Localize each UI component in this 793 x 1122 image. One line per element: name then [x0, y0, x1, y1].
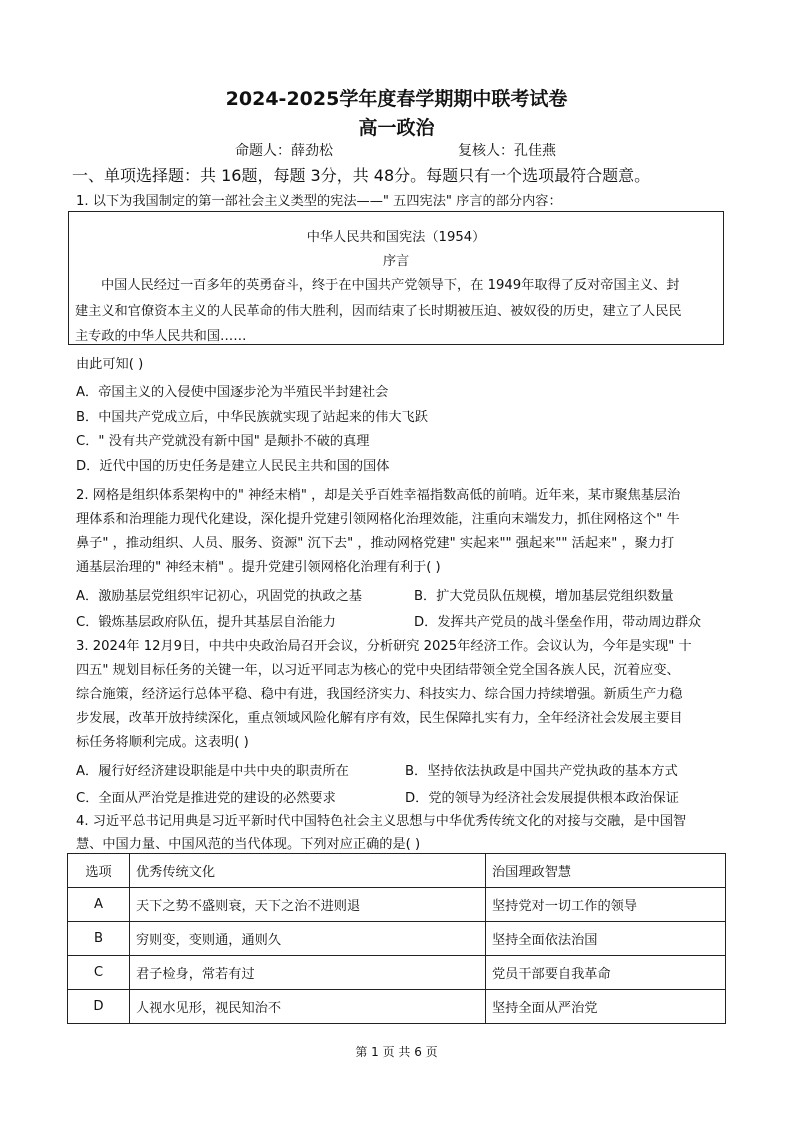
- q2-stem-line: 理体系和治理能力现代化建设，深化提升党建引领网格化治理效能，注重向末端发力，抓住网格这个" 牛: [76, 512, 680, 527]
- q3-option-b: B．坚持依法执政是中国共产党执政的基本方式: [405, 764, 678, 779]
- q3-stem-line: 3. 2024年 12月9日，中共中央政治局召开会议，分析研究 2025年经济工作。会议认为，今年是实现" 十: [76, 639, 692, 654]
- q3-stem-line: 四五" 规划目标任务的关键一年，以习近平同志为核心的党中央团结带领全党全国各族人民，沉着应变、: [76, 663, 680, 678]
- exam-subtitle: 高一政治: [358, 117, 435, 139]
- q1-box-line: 建主义和官僚资本主义的人民革命的伟大胜利，因而结束了长时期被压迫、被奴役的历史，建立了人民民: [75, 304, 682, 319]
- q1-box-line: 中国人民经过一百多年的英勇奋斗，终于在中国共产党领导下，在 1949年取得了反对帝国主义、封: [101, 278, 680, 293]
- q1-box-line: 主专政的中华人民共和国……: [75, 329, 247, 344]
- table-cell-wisdom: 坚持全面依法治国: [486, 922, 726, 956]
- q2-option-a: A．激励基层党组织牢记初心，巩固党的执政之基: [76, 589, 362, 604]
- table-header-cell: 治国理政智慧: [486, 854, 726, 888]
- q2-option-c: C．锻炼基层政府队伍，提升其基层自治能力: [76, 615, 336, 630]
- q4-stem-line: 慧、中国力量、中国风范的当代体现。下列对应正确的是( ): [76, 837, 421, 852]
- q1-option-d: D．近代中国的历史任务是建立人民民主共和国的国体: [76, 459, 390, 474]
- table-cell-wisdom: 党员干部要自我革命: [486, 956, 726, 990]
- table-row: [68, 888, 726, 922]
- table-row: [68, 990, 726, 1024]
- table-cell-culture: 君子检身，常若有过: [130, 956, 486, 990]
- table-row: [68, 922, 726, 956]
- table-cell-wisdom: 坚持全面从严治党: [486, 990, 726, 1024]
- q3-stem-line: 标任务将顺利完成。这表明( ): [76, 735, 249, 750]
- exam-author: 命题人：薛劲松: [235, 143, 333, 159]
- q1-option-c: C．" 没有共产党就没有新中国" 是颠扑不破的真理: [76, 434, 370, 449]
- q2-stem-line: 通基层治理的" 神经末梢" 。提升党建引领网格化治理有利于( ): [76, 560, 441, 575]
- q1-option-a: A．帝国主义的入侵使中国逐步沦为半殖民半封建社会: [76, 385, 389, 400]
- table-header-cell: 选项: [68, 854, 130, 888]
- table-header-row: [68, 854, 726, 888]
- table-cell-culture: 天下之势不盛则衰，天下之治不进则退: [130, 888, 486, 922]
- section-heading: 一、单项选择题：共 16题，每题 3分，共 48分。每题只有一个选项最符合题意。: [72, 166, 651, 185]
- table-cell-wisdom: 坚持党对一切工作的领导: [486, 888, 726, 922]
- q2-stem-line: 鼻子" ，推动组织、人员、服务、资源" 沉下去" ，推动网格党建" 实起来"" 强起来"" 活起来" ，聚力打: [76, 536, 675, 551]
- page-footer: 第 1 页 共 6 页: [355, 1045, 438, 1059]
- table-cell-option: A: [68, 888, 130, 922]
- q3-option-d: D．党的领导为经济社会发展提供根本政治保证: [405, 791, 679, 806]
- q1-option-b: B．中国共产党成立后，中华民族就实现了站起来的伟大飞跃: [76, 410, 428, 425]
- table-cell-option: C: [68, 956, 130, 990]
- q3-option-a: A．履行好经济建设职能是中共中央的职责所在: [76, 764, 349, 779]
- q1-stem: 1. 以下为我国制定的第一部社会主义类型的宪法——" 五四宪法" 序言的部分内容：: [76, 194, 562, 209]
- q4-table: [67, 853, 726, 1024]
- table-header-cell: 优秀传统文化: [130, 854, 486, 888]
- q2-stem-line: 2. 网格是组织体系架构中的" 神经末梢" ，却是关乎百姓幸福指数高低的前哨。近年来，某市聚焦基层治: [76, 488, 681, 503]
- table-row: [68, 956, 726, 990]
- table-cell-option: B: [68, 922, 130, 956]
- q2-option-b: B．扩大党员队伍规模，增加基层党组织数量: [414, 589, 674, 604]
- exam-title: 2024-2025学年度春学期期中联考试卷: [225, 88, 568, 110]
- exam-reviewer: 复核人：孔佳燕: [458, 143, 556, 159]
- table-cell-culture: 人视水见形，视民知治不: [130, 990, 486, 1024]
- q1-ask: 由此可知( ): [76, 357, 144, 372]
- table-cell-culture: 穷则变，变则通，通则久: [130, 922, 486, 956]
- table-cell-option: D: [68, 990, 130, 1024]
- q3-stem-line: 步发展，改革开放持续深化，重点领域风险化解有序有效，民生保障扎实有力，全年经济社会发展主要目: [76, 711, 683, 726]
- q3-stem-line: 综合施策，经济运行总体平稳、稳中有进，我国经济实力、科技实力、综合国力持续增强。新质生产力稳: [76, 687, 683, 702]
- q2-option-d: D．发挥共产党员的战斗堡垒作用，带动周边群众: [414, 615, 702, 630]
- q3-option-c: C．全面从严治党是推进党的建设的必然要求: [76, 791, 336, 806]
- q4-stem-line: 4. 习近平总书记用典是习近平新时代中国特色社会主义思想与中华优秀传统文化的对接与交融，是中国智: [76, 814, 687, 829]
- q1-box-subtitle: 序言: [382, 254, 410, 269]
- q1-quote-box: [68, 211, 724, 345]
- q1-box-title: 中华人民共和国宪法（1954）: [306, 230, 486, 245]
